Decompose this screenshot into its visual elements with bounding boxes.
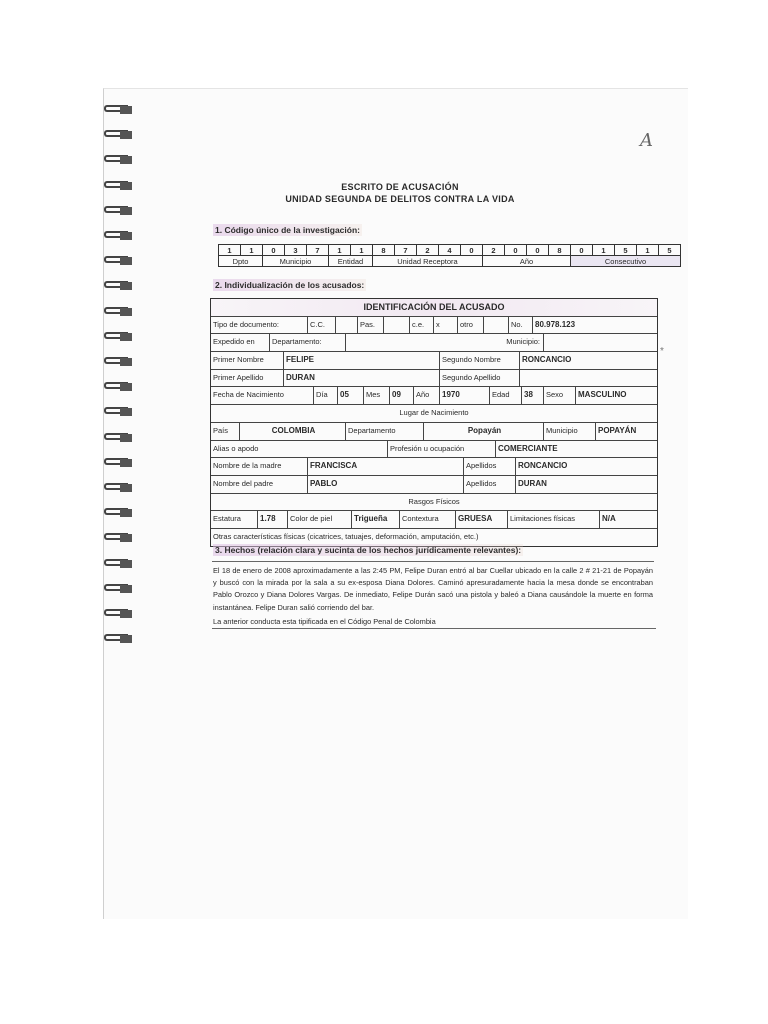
spiral-binding [104,93,138,653]
limitaciones: N/A [599,511,657,528]
side-mark: * [660,346,664,357]
label-municipio: Municipio [263,256,329,267]
label-color-piel: Color de piel [287,511,351,528]
label-otro: otro [457,317,483,334]
spiral-ring [104,533,134,541]
corner-handwritten-mark: A [640,130,653,151]
box-otro [483,317,508,334]
code-digit: 4 [439,245,461,256]
label-no: No. [508,317,532,334]
label-primer-apellido: Primer Apellido [213,372,264,382]
label-pas: Pas. [357,317,383,334]
spiral-ring [104,634,134,642]
label-primer-nombre: Primer Nombre [213,355,264,365]
label-unidad-receptora: Unidad Receptora [373,256,483,267]
section1-heading: 1. Código único de la investigación: [215,225,360,235]
spiral-ring [104,332,134,340]
spiral-ring [104,130,134,138]
label-profesion: Profesión u ocupación [387,441,495,458]
table-title: IDENTIFICACIÓN DEL ACUSADO [211,299,657,317]
spiral-ring [104,231,134,239]
spiral-ring [104,256,134,264]
document-number: 80.978.123 [532,317,657,334]
label-otras-caracteristicas: Otras características físicas (cicatrices, tatuajes, deformación, amputación, etc.) [213,531,479,541]
mes: 09 [389,387,413,404]
primer-apellido: DURAN [283,370,439,387]
nombre-padre: PABLO [307,476,463,493]
code-digits-row [219,245,681,256]
row-madre [211,458,657,476]
code-digit: 1 [219,245,241,256]
box-pas [383,317,409,334]
municipio-lugar: POPAYÁN [595,423,657,440]
code-digit: 0 [263,245,285,256]
label-segundo-apellido: Segundo Apellido [439,370,519,387]
spiral-ring [104,559,134,567]
apellidos-madre: RONCANCIO [515,458,657,475]
code-digit: 1 [241,245,263,256]
facts-paragraph: El 18 de enero de 2008 aproximadamente a las 2:45 PM, Felipe Duran entró al bar Cuellar ubicado en la calle 2 # 21-21 de Popayán y buscó con la mirada por la sala a su ex-esposa Diana Dolores. Caminó apresuradamente hacia la mesa donde se encontraban Pablo Orozco y Diana Dolores Vargas. De inmediato, Felipe Durán sacó una pistola y baleó a Diana causándole la muerte en forma instantánea. Felipe Duran salió corriendo del bar. [213,566,653,612]
spiral-ring [104,181,134,189]
document-subtitle: UNIDAD SEGUNDA DE DELITOS CONTRA LA VIDA [285,194,515,204]
label-ce: c.e. [409,317,433,334]
box-cc [335,317,357,334]
label-madre: Nombre de la madre [213,461,282,471]
label-dia: Día [313,387,337,404]
segundo-apellido [519,370,657,387]
lugar-nacimiento-header: Lugar de Nacimiento [211,405,657,423]
label-expedido: Expedido en [213,337,255,347]
spiral-ring [104,407,134,415]
label-anio: Año [413,387,439,404]
label-municipio-lugar: Municipio [543,423,595,440]
spiral-ring [104,609,134,617]
row-nacimiento [211,387,657,405]
code-digit: 8 [373,245,395,256]
label-fecha-nacimiento: Fecha de Nacimiento [213,390,284,400]
spiral-ring [104,357,134,365]
code-digit: 5 [659,245,681,256]
row-padre [211,476,657,494]
code-digit: 8 [549,245,571,256]
apellidos-padre: DURAN [515,476,657,493]
profesion: COMERCIANTE [495,441,657,458]
color-piel: Trigueña [351,511,399,528]
label-consecutivo: Consecutivo [571,256,681,267]
facts-conclusion: La anterior conducta esta tipificada en el Código Penal de Colombia [213,617,436,626]
code-digit: 0 [571,245,593,256]
investigation-code-table [218,244,681,267]
document-title: ESCRITO DE ACUSACIÓN [341,182,459,192]
row-tipo-documento [211,317,657,335]
label-edad: Edad [489,387,521,404]
row-primer-nombre [211,352,657,370]
contextura: GRUESA [455,511,507,528]
label-dpto: Dpto [219,256,263,267]
spiral-ring [104,155,134,163]
label-padre: Nombre del padre [213,478,274,488]
label-cc: C.C. [307,317,335,334]
code-digit: 0 [461,245,483,256]
section3-bottom-rule [212,628,656,629]
label-contextura: Contextura [399,511,455,528]
spiral-ring [104,281,134,289]
code-labels-row [219,256,681,267]
mark-ce: x [433,317,457,334]
edad: 38 [521,387,543,404]
primer-nombre: FELIPE [283,352,439,369]
code-digit: 1 [351,245,373,256]
accused-identification-table [210,298,658,547]
code-digit: 3 [285,245,307,256]
code-digit: 2 [483,245,505,256]
label-apellidos-padre: Apellidos [463,476,515,493]
dia: 05 [337,387,363,404]
code-digit: 5 [615,245,637,256]
label-anio: Año [483,256,571,267]
code-digit: 2 [417,245,439,256]
spiral-ring [104,382,134,390]
row-primer-apellido [211,370,657,388]
label-estatura: Estatura [213,514,241,524]
code-digit: 0 [527,245,549,256]
label-departamento-lugar: Departamento [345,423,423,440]
rasgos-fisicos-header: Rasgos Físicos [211,494,657,512]
label-alias: Alias o apodo [213,443,259,453]
label-limitaciones: Limitaciones físicas [507,511,599,528]
estatura: 1.78 [257,511,287,528]
nombre-madre: FRANCISCA [307,458,463,475]
label-apellidos-madre: Apellidos [463,458,515,475]
label-mes: Mes [363,387,389,404]
label-departamento: Departamento: [269,334,345,351]
label-pais: País [213,425,229,435]
anio: 1970 [439,387,489,404]
code-digit: 1 [329,245,351,256]
code-digit: 0 [505,245,527,256]
section3-top-rule [212,561,654,562]
value-expedido-departamento [345,334,483,351]
code-digit: 7 [307,245,329,256]
sexo: MASCULINO [575,387,657,404]
code-digit: 1 [637,245,659,256]
section2-heading: 2. Individualización de los acusados: [215,280,365,290]
code-digit: 7 [395,245,417,256]
departamento-lugar: Popayán [423,423,543,440]
spiral-ring [104,433,134,441]
spiral-ring [104,206,134,214]
label-entidad: Entidad [329,256,373,267]
value-expedido-municipio [543,334,657,351]
segundo-nombre: RONCANCIO [519,352,657,369]
label-municipio: Municipio: [506,337,540,347]
spiral-ring [104,508,134,516]
row-lugar [211,423,657,441]
row-alias [211,441,657,459]
pais: COLOMBIA [239,423,345,440]
section3-heading: 3. Hechos (relación clara y sucinta de los hechos jurídicamente relevantes): [215,545,522,555]
spiral-ring [104,458,134,466]
label-segundo-nombre: Segundo Nombre [439,352,519,369]
spiral-ring [104,483,134,491]
spiral-ring [104,307,134,315]
row-expedido [211,334,657,352]
spiral-ring [104,105,134,113]
row-rasgos [211,511,657,529]
label-sexo: Sexo [543,387,575,404]
spiral-ring [104,584,134,592]
code-digit: 1 [593,245,615,256]
label-tipo-documento: Tipo de documento: [213,319,280,329]
